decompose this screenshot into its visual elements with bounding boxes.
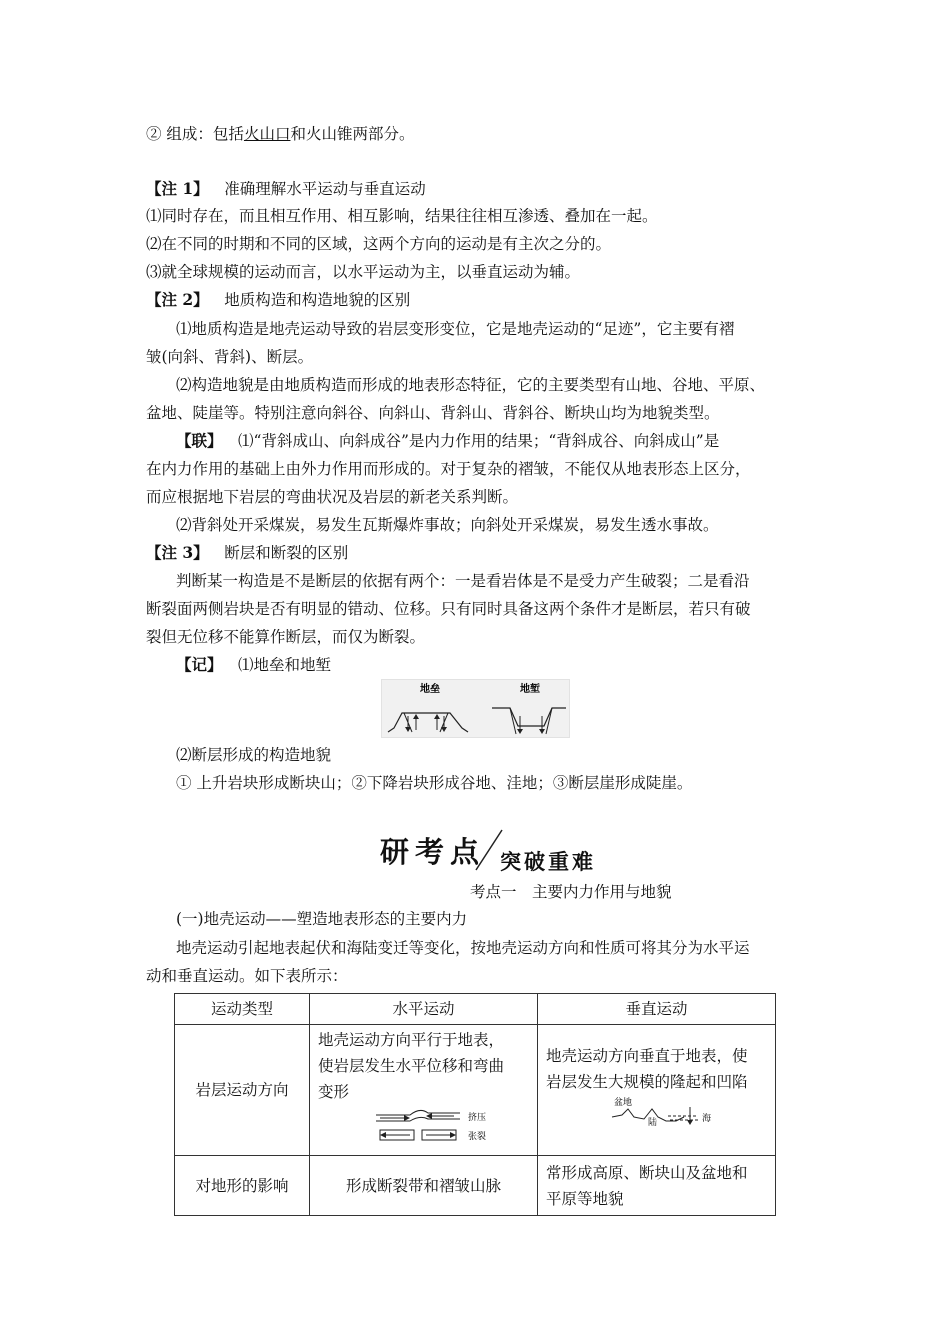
header-cell: 运动类型	[175, 994, 310, 1025]
horizontal-motion-diagram	[370, 1105, 520, 1145]
note3-heading	[146, 542, 348, 564]
note-tag: 【联】	[176, 431, 223, 450]
ji-line	[176, 654, 331, 676]
table-header-row	[175, 994, 776, 1025]
movement-table	[174, 993, 776, 1216]
text: ⑴地垒和地堑	[238, 656, 332, 674]
ji-line: ① 上升岩块形成断块山；②下降岩块形成谷地、洼地；③断层崖形成陡崖。	[176, 774, 693, 792]
horizontal-cell: 形成断裂带和褶皱山脉	[310, 1156, 538, 1216]
cell-line: 岩层发生大规模的隆起和凹陷	[546, 1073, 748, 1091]
sea-label: 海	[702, 1114, 712, 1124]
kaodian-title: 考点一 主要内力作用与地貌	[470, 883, 672, 901]
header-cell: 垂直运动	[538, 994, 776, 1025]
lian-line	[176, 430, 719, 452]
header-cell: 水平运动	[310, 994, 538, 1025]
note2-item: ⑴地质构造是地壳运动导致的岩层变形变位，它是地壳运动的“足迹”，它主要有褶	[176, 320, 735, 338]
graben-label: 地堑	[520, 684, 540, 695]
section-subtitle: (一)地壳运动——塑造地表形态的主要内力	[176, 910, 468, 928]
text: ② 组成：包括	[146, 125, 244, 143]
text: 和火山锥两部分。	[290, 125, 415, 143]
horst-label: 地垒	[420, 684, 440, 695]
basin-label: 盆地	[614, 1098, 633, 1108]
ji-line: ⑵断层形成的构造地貌	[176, 746, 332, 764]
note3-line: 裂但无位移不能算作断层，而仅为断裂。	[146, 628, 426, 646]
section-paragraph: 地壳运动引起地表起伏和海陆变迁等变化，按地壳运动方向和性质可将其分为水平运	[176, 939, 750, 957]
vertical-cell	[538, 1025, 776, 1156]
note2-item: ⑵构造地貌是由地质构造而形成的地表形态特征，它的主要类型有山地、谷地、平原、	[176, 376, 766, 394]
table-row	[175, 1025, 776, 1156]
vertical-cell	[538, 1156, 776, 1216]
note1-item: ⑶就全球规模的运动而言，以水平运动为主，以垂直运动为辅。	[146, 263, 581, 281]
note-title: 断层和断裂的区别	[224, 544, 349, 562]
note-tag: 【注 1】	[146, 179, 209, 198]
cell-line: 地壳运动方向垂直于地表，使	[546, 1047, 748, 1065]
text: ⑴“背斜成山、向斜成谷”是内力作用的结果；“背斜成谷、向斜成山”是	[238, 432, 720, 450]
squeeze-label: 挤压	[468, 1113, 487, 1123]
banner-left: 研考点	[380, 835, 486, 869]
note-title: 准确理解水平运动与垂直运动	[224, 180, 426, 198]
note-tag: 【记】	[176, 655, 223, 674]
note2-item: 皱(向斜、背斜)、断层。	[146, 348, 314, 366]
underlined-term: 火山口	[243, 125, 291, 143]
note3-line: 判断某一构造是不是断层的依据有两个：一是看岩体是不是受力产生破裂；二是看沿	[176, 572, 750, 590]
horst-graben-diagram	[382, 680, 569, 737]
cell-line: 变形	[318, 1083, 350, 1101]
land-label: 陆	[648, 1118, 658, 1128]
cell-line: 平原等地貌	[546, 1189, 624, 1208]
note-tag: 【注 2】	[146, 290, 209, 309]
lian-line: 在内力作用的基础上由外力作用而形成的。对于复杂的褶皱，不能仅从地表形态上区分，	[146, 460, 751, 478]
row-label: 对地形的影响	[175, 1156, 310, 1216]
banner-right: 突破重难	[500, 850, 596, 874]
section-paragraph: 动和垂直运动。如下表所示：	[146, 967, 348, 985]
note2-heading	[146, 289, 410, 311]
note1-heading	[146, 178, 426, 200]
table-row	[175, 1156, 776, 1216]
tension-label: 张裂	[468, 1132, 487, 1142]
row-label: 岩层运动方向	[175, 1025, 310, 1156]
note-tag: 【注 3】	[146, 543, 209, 562]
note3-line: 断裂面两侧岩块是否有明显的错动、位移。只有同时具备这两个条件才是断层，若只有破	[146, 600, 751, 618]
note2-item: 盆地、陡崖等。特别注意向斜谷、向斜山、背斜山、背斜谷、断块山均为地貌类型。	[146, 404, 720, 422]
horizontal-cell	[310, 1025, 538, 1156]
vertical-motion-diagram	[610, 1095, 730, 1129]
horst-graben-figure	[381, 679, 570, 738]
cell-line: 地壳运动方向平行于地表，	[318, 1031, 505, 1049]
note1-item: ⑴同时存在，而且相互作用、相互影响，结果往往相互渗透、叠加在一起。	[146, 207, 658, 225]
line-composition	[146, 123, 414, 145]
note1-item: ⑵在不同的时期和不同的区域，这两个方向的运动是有主次之分的。	[146, 235, 612, 253]
lian-line: ⑵背斜处开采煤炭，易发生瓦斯爆炸事故；向斜处开采煤炭，易发生透水事故。	[176, 516, 719, 534]
note-title: 地质构造和构造地貌的区别	[224, 291, 411, 309]
cell-line: 使岩层发生水平位移和弯曲	[318, 1057, 505, 1075]
cell-line: 常形成高原、断块山及盆地和	[546, 1163, 748, 1182]
lian-line: 而应根据地下岩层的弯曲状况及岩层的新老关系判断。	[146, 488, 519, 506]
